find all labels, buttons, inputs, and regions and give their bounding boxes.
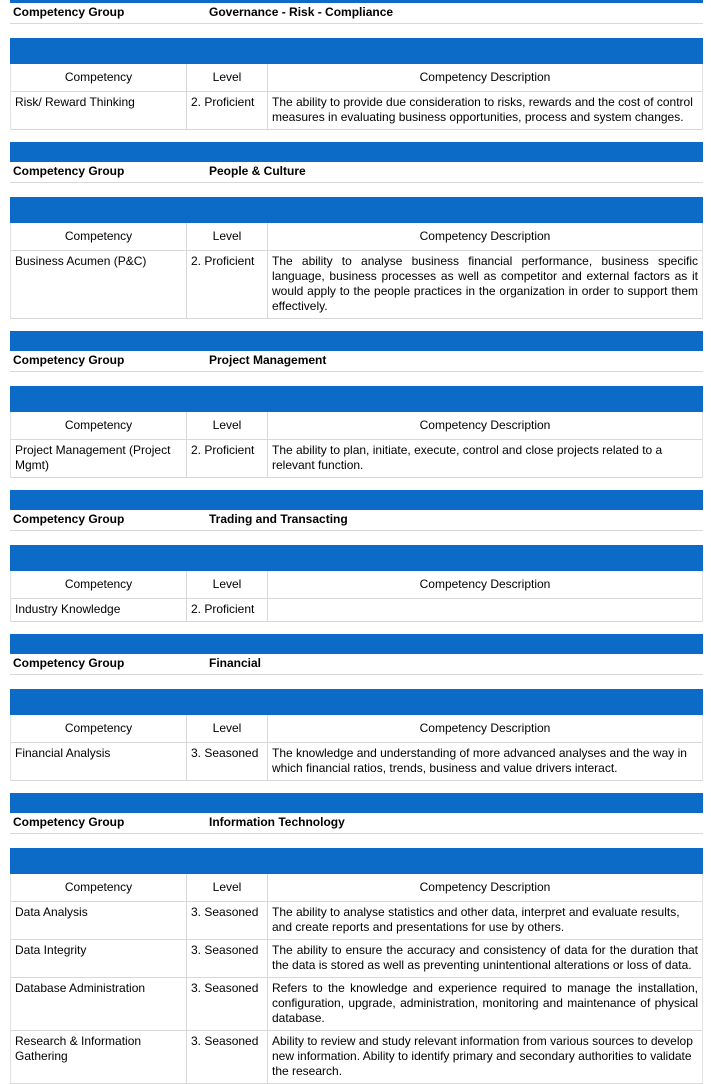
competency-cell: Data Analysis: [11, 902, 187, 939]
competency-group-label: Competency Group: [13, 5, 125, 19]
competency-group-label: Competency Group: [13, 164, 125, 178]
column-header-description: Competency Description: [419, 880, 551, 894]
competency-cell: Risk/ Reward Thinking: [11, 92, 187, 129]
competency-group-row: [10, 813, 703, 834]
description-cell: Refers to the knowledge and experience required to manage the installation, configuration, upgrade, administration, monitoring and maintenance of physical database.: [272, 981, 698, 1025]
table-row: [11, 251, 702, 319]
table-header-row: [11, 715, 702, 743]
table-accent-bar: [10, 197, 703, 223]
table-row: [11, 440, 702, 478]
table-body: [11, 902, 702, 1084]
level-cell: 3. Seasoned: [187, 902, 268, 939]
competency-table: [10, 412, 703, 478]
competency-group-row: [10, 3, 703, 24]
section-accent-bar: [10, 490, 703, 510]
competency-group-value: Governance - Risk - Compliance: [209, 5, 394, 19]
table-row: [11, 940, 702, 978]
competency-table: [10, 715, 703, 781]
section-accent-bar: [10, 142, 703, 162]
table-accent-bar: [10, 848, 703, 874]
competency-group-label: Competency Group: [13, 512, 125, 526]
table-body: [11, 743, 702, 781]
section-accent-bar: [10, 634, 703, 654]
section-accent-bar: [10, 793, 703, 813]
competency-cell: Database Administration: [11, 978, 187, 1030]
level-cell: 3. Seasoned: [187, 978, 268, 1030]
column-header-level: Level: [187, 715, 268, 742]
description-cell: The ability to ensure the accuracy and consistency of data for the duration that the data is stored as well as preventing unintentional alterations or loss of data.: [272, 943, 698, 972]
description-cell: The ability to provide due consideration to risks, rewards and the cost of control measures in evaluating business opportunities, process and system changes.: [272, 95, 693, 124]
table-header-row: [11, 223, 702, 251]
column-header-description: Competency Description: [419, 577, 551, 591]
table-row: [11, 743, 702, 781]
column-header-competency: Competency: [11, 715, 187, 742]
level-cell: 3. Seasoned: [187, 940, 268, 977]
competency-group-row: [10, 351, 703, 372]
competency-group-label: Competency Group: [13, 656, 125, 670]
competency-cell: Financial Analysis: [11, 743, 187, 780]
competency-section: [10, 793, 703, 1084]
table-header-row: [11, 412, 702, 440]
column-header-competency: Competency: [11, 571, 187, 598]
competency-group-value: Project Management: [209, 353, 327, 367]
competency-cell: Industry Knowledge: [11, 599, 187, 621]
description-cell: [268, 599, 702, 621]
description-cell: Ability to review and study relevant information from various sources to develop new information. Ability to identify primary and secondary authorities to validate the research.: [272, 1034, 693, 1078]
competency-group-value: Trading and Transacting: [209, 512, 348, 526]
column-header-level: Level: [187, 571, 268, 598]
description-cell: The ability to plan, initiate, execute, control and close projects related to a relevant function.: [272, 443, 663, 472]
competency-table: [10, 571, 703, 622]
level-cell: 2. Proficient: [187, 599, 268, 621]
competency-group-value: Financial: [209, 656, 262, 670]
column-header-description: Competency Description: [419, 418, 551, 432]
table-row: [11, 599, 702, 622]
competency-table: [10, 874, 703, 1084]
description-cell: The ability to analyse statistics and other data, interpret and evaluate results, and create reports and presentations for use by others.: [272, 905, 680, 934]
table-accent-bar: [10, 545, 703, 571]
competency-section: [10, 331, 703, 478]
level-cell: 2. Proficient: [187, 92, 268, 129]
competency-section: [10, 142, 703, 319]
competency-group-row: [10, 510, 703, 531]
table-accent-bar: [10, 386, 703, 412]
competency-cell: Project Management (Project Mgmt): [11, 440, 187, 477]
competency-group-row: [10, 162, 703, 183]
competency-group-value: People & Culture: [209, 164, 306, 178]
description-cell: The ability to analyse business financial performance, business specific language, business processes as well as competitor and external factors as it would apply to the people practices in the organization in order to support them effectively.: [272, 254, 698, 313]
column-header-description: Competency Description: [419, 70, 551, 84]
competency-section: [10, 634, 703, 781]
competency-table: [10, 64, 703, 130]
description-cell: The knowledge and understanding of more advanced analyses and the way in which financial ratios, trends, business and value drivers interact.: [272, 746, 687, 775]
table-header-row: [11, 571, 702, 599]
competency-section: [10, 0, 703, 130]
column-header-description: Competency Description: [419, 721, 551, 735]
table-row: [11, 902, 702, 940]
column-header-competency: Competency: [11, 64, 187, 91]
level-cell: 3. Seasoned: [187, 743, 268, 780]
competency-cell: Research & Information Gathering: [11, 1031, 187, 1083]
table-accent-bar: [10, 38, 703, 64]
table-row: [11, 978, 702, 1031]
column-header-competency: Competency: [11, 223, 187, 250]
table-body: [11, 599, 702, 622]
level-cell: 3. Seasoned: [187, 1031, 268, 1083]
level-cell: 2. Proficient: [187, 251, 268, 318]
table-body: [11, 251, 702, 319]
table-row: [11, 1031, 702, 1084]
competency-group-value: Information Technology: [209, 815, 345, 829]
level-cell: 2. Proficient: [187, 440, 268, 477]
competency-group-label: Competency Group: [13, 815, 125, 829]
table-header-row: [11, 64, 702, 92]
competency-cell: Data Integrity: [11, 940, 187, 977]
table-body: [11, 440, 702, 478]
table-header-row: [11, 874, 702, 902]
competency-cell: Business Acumen (P&C): [11, 251, 187, 318]
competency-group-row: [10, 654, 703, 675]
competency-table: [10, 223, 703, 319]
competency-report: [10, 0, 703, 1084]
table-row: [11, 92, 702, 130]
column-header-competency: Competency: [11, 874, 187, 901]
competency-section: [10, 490, 703, 622]
section-accent-bar: [10, 331, 703, 351]
table-body: [11, 92, 702, 130]
competency-group-label: Competency Group: [13, 353, 125, 367]
column-header-level: Level: [187, 412, 268, 439]
column-header-level: Level: [187, 874, 268, 901]
table-accent-bar: [10, 689, 703, 715]
column-header-description: Competency Description: [419, 229, 551, 243]
column-header-level: Level: [187, 64, 268, 91]
column-header-competency: Competency: [11, 412, 187, 439]
column-header-level: Level: [187, 223, 268, 250]
